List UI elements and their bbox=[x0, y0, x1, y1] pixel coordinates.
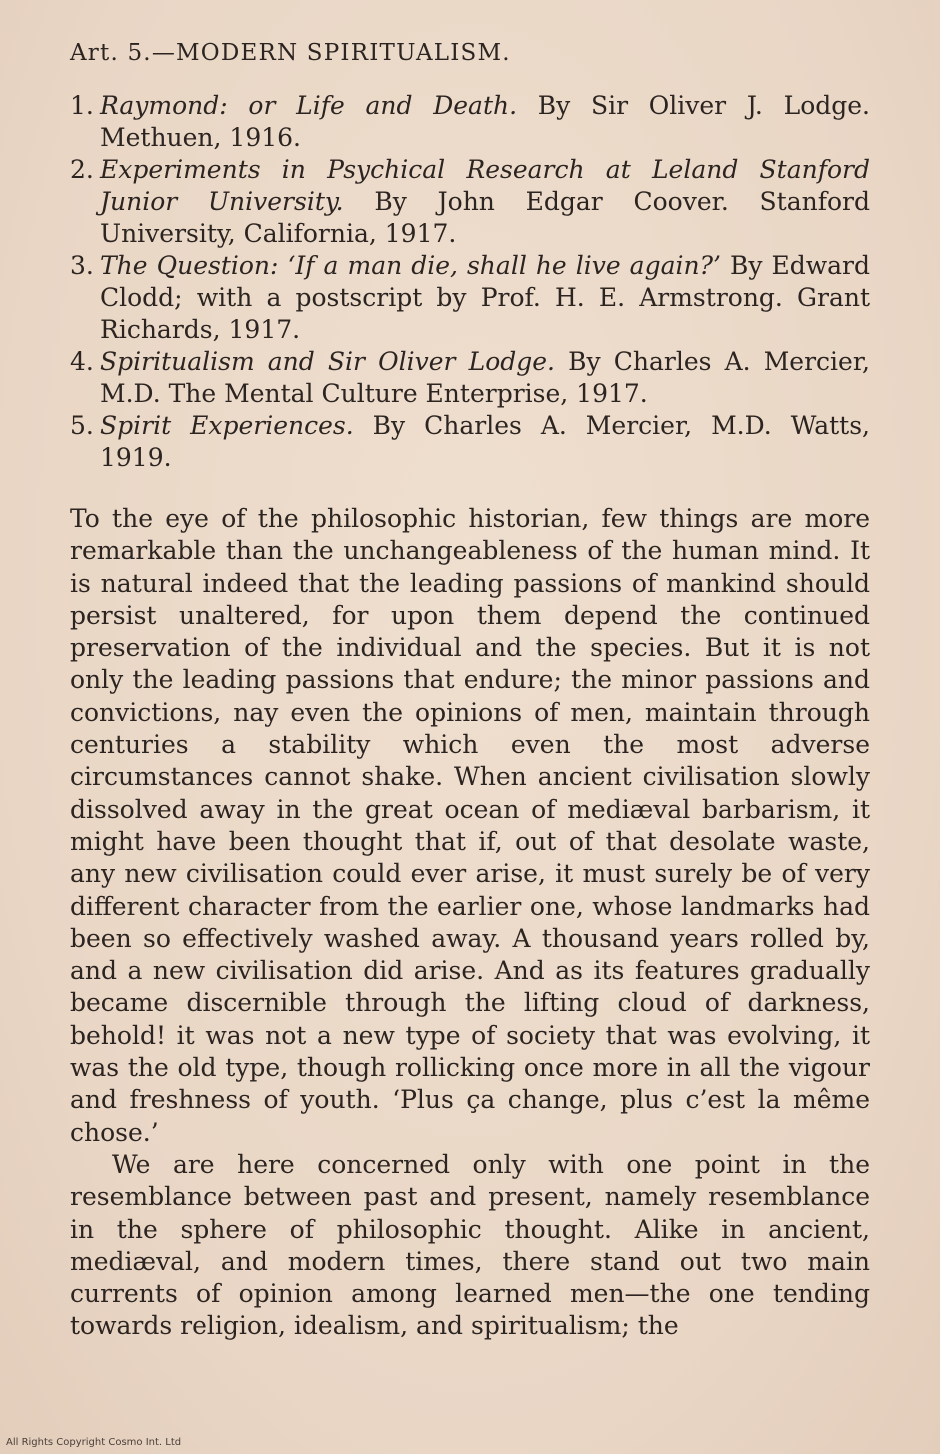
reference-details: By Sir Oliver J. Lodge. Methuen, 1916. bbox=[100, 91, 870, 152]
reference-number: 1. bbox=[70, 91, 94, 120]
reference-number: 3. bbox=[70, 251, 94, 280]
reference-details: By Charles A. Mercier, M.D. The Mental Culture Enterprise, 1917. bbox=[100, 347, 870, 408]
reference-number: 4. bbox=[70, 347, 94, 376]
copyright-notice: All Rights Copyright Cosmo Int. Ltd bbox=[6, 1437, 182, 1448]
reference-details: By Edward Clodd; with a postscript by Prof. H. E. Armstrong. Grant Richards, 1917. bbox=[100, 251, 870, 344]
reference-item bbox=[70, 154, 870, 250]
reference-title: Raymond: or Life and Death. bbox=[100, 91, 538, 120]
reference-list bbox=[70, 90, 870, 474]
reference-title: Spirit Experiences. bbox=[100, 411, 373, 440]
reference-title: Experiments in Psychical Research at Leland Stanford Junior University. bbox=[100, 155, 870, 216]
article-body bbox=[70, 503, 870, 1343]
reference-number: 2. bbox=[70, 155, 94, 184]
body-paragraph: We are here concerned only with one point in the resemblance between past and present, namely resemblance in the sphere of philosophic thought. Alike in ancient, mediæval, and modern times, there stand out two main currents of opinion among learned men—the one tending towards religion, idealism, and spiritualism; the bbox=[70, 1149, 870, 1341]
body-paragraph: To the eye of the philosophic historian, few things are more remarkable than the unchangeableness of the human mind. It is natural indeed that the leading passions of mankind should persist unaltered, for upon them depend the continued preservation of the individual and the species. But it is not only the leading passions that endure; the minor passions and convictions, nay even the opinions of men, maintain through centuries a stability which even the most adverse circumstances cannot shake. When ancient civilisation slowly dissolved away in the great ocean of mediæval barbarism, it might have been thought that if, out of that desolate waste, any new civilisation could ever arise, it must surely be of very different character from the earlier one, whose landmarks had been so effectively washed away. A thousand years rolled by, and a new civilisation did arise. And as its features gradually became discernible through the lifting cloud of darkness, behold! it was not a new type of society that was evolving, it was the old type, though rollicking once more in all the vigour and freshness of youth. ‘Plus ça change, plus c’est la même chose.’ bbox=[70, 504, 870, 1147]
reference-item bbox=[70, 90, 870, 154]
reference-title: Spiritualism and Sir Oliver Lodge. bbox=[100, 347, 569, 376]
reference-details: By Charles A. Mercier, M.D. Watts, 1919. bbox=[100, 411, 870, 472]
reference-item bbox=[70, 346, 870, 410]
reference-item bbox=[70, 250, 870, 346]
reference-item bbox=[70, 410, 870, 474]
reference-title: The Question: ‘If a man die, shall he live again?’ bbox=[100, 251, 730, 280]
reference-details: By John Edgar Coover. Stanford University, California, 1917. bbox=[100, 187, 870, 248]
reference-number: 5. bbox=[70, 411, 94, 440]
article-heading: Art. 5.—MODERN SPIRITUALISM. bbox=[70, 40, 511, 66]
